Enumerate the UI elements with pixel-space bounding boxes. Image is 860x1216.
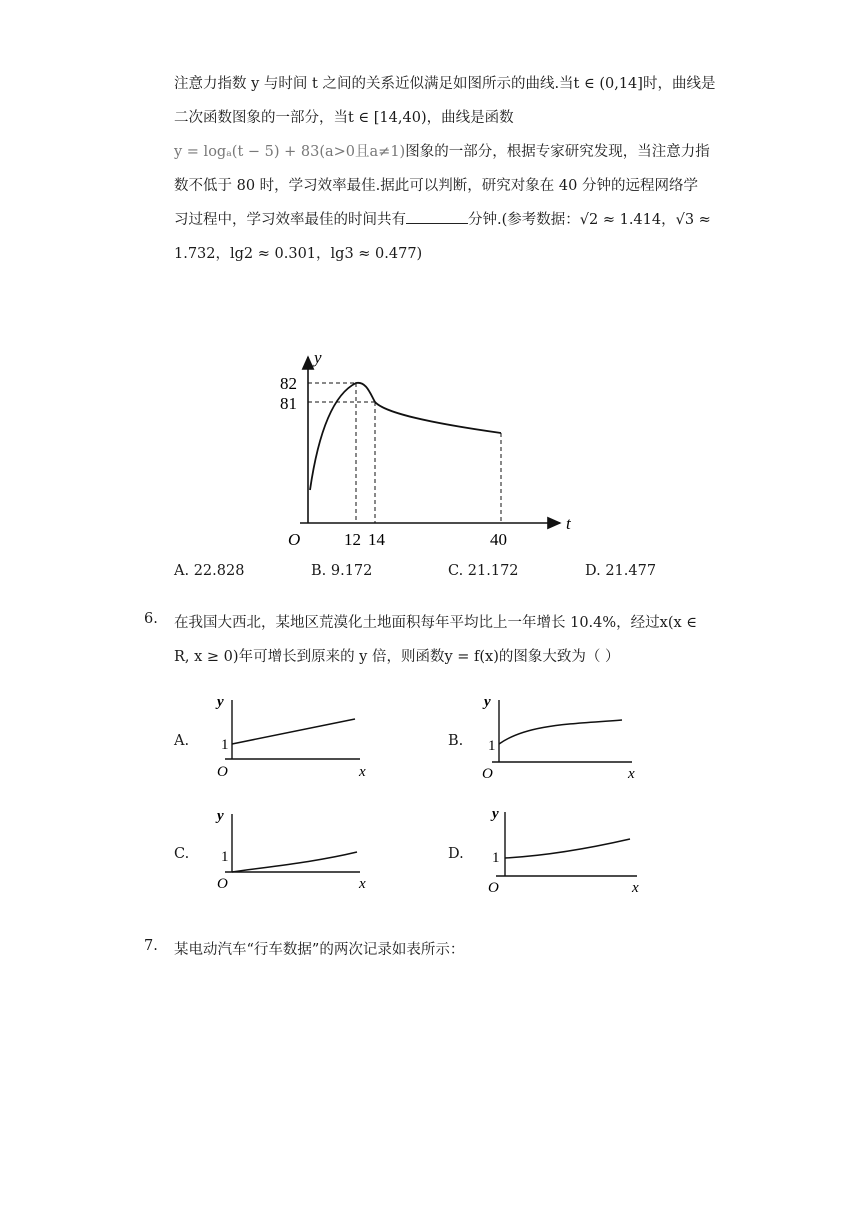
attention-curve (310, 383, 501, 490)
q5-line-1: 注意力指数 y 与时间 t 之间的关系近似满足如图所示的曲线.当t ∈ (0,14]时，曲线是 (174, 76, 716, 92)
svg-text:O: O (482, 766, 493, 782)
q7-line-1: 某电动汽车“行车数据”的两次记录如表所示： (174, 942, 465, 958)
q5-line-5b: 分钟.(参考数据：√2 ≈ 1.414，√3 ≈ (468, 212, 711, 228)
svg-text:1: 1 (492, 850, 500, 866)
q6-number: 6. (144, 611, 158, 627)
q6-option-a-label[interactable]: A. (174, 733, 190, 749)
t-label: t (566, 514, 571, 533)
origin-label: O (288, 530, 301, 549)
q5-line-6: 1.732，lg2 ≈ 0.301，lg3 ≈ 0.477) (174, 246, 423, 262)
tick-40: 40 (490, 530, 507, 549)
svg-text:O: O (217, 764, 228, 780)
svg-text:1: 1 (221, 737, 229, 753)
q5-option-c[interactable]: C. 21.172 (448, 563, 519, 579)
curve-b (499, 720, 622, 744)
q5-line-3-text: 图象的一部分，根据专家研究发现，当注意力指 (405, 144, 710, 160)
answer-blank (406, 209, 468, 224)
q7-number: 7. (144, 938, 158, 954)
q5-log-formula: y = logₐ(t − 5) + 83(a>0且a≠1) (174, 144, 406, 160)
q5-line-5 (174, 208, 711, 229)
q6-line-2: R, x ≥ 0)年可增长到原来的 y 倍，则函数y = f(x)的图象大致为（ ） (174, 649, 620, 665)
attention-index-graph (270, 345, 590, 555)
q5-line-3 (174, 140, 710, 161)
q6-graph-a[interactable] (205, 692, 375, 782)
q5-option-d[interactable]: D. 21.477 (585, 563, 657, 579)
svg-text:1: 1 (221, 849, 229, 865)
svg-text:x: x (359, 764, 366, 780)
svg-text:O: O (217, 876, 228, 892)
tick-14: 14 (368, 530, 385, 549)
curve-c (232, 852, 357, 872)
q5-line-2: 二次函数图象的一部分，当t ∈ [14,40)，曲线是函数 (174, 110, 514, 126)
svg-text:x: x (628, 766, 635, 782)
q6-option-c-label[interactable]: C. (174, 846, 190, 862)
curve-a (232, 719, 355, 744)
curve-d (505, 839, 630, 858)
q5-option-b[interactable]: B. 9.172 (311, 563, 373, 579)
svg-text:1: 1 (488, 738, 496, 754)
q6-graph-b[interactable] (472, 692, 642, 782)
q6-option-b-label[interactable]: B. (448, 733, 464, 749)
q6-line-1: 在我国大西北，某地区荒漠化土地面积每年平均比上一年增长 10.4%，经过x(x ∈ (174, 615, 698, 631)
svg-text:O: O (488, 880, 499, 894)
svg-text:y: y (484, 694, 491, 710)
q5-line-4: 数不低于 80 时，学习效率最佳.据此可以判断，研究对象在 40 分钟的远程网络学 (174, 178, 698, 194)
q5-line-5a: 习过程中，学习效率最佳的时间共有 (174, 212, 406, 228)
tick-12: 12 (344, 530, 361, 549)
svg-text:y: y (492, 806, 499, 822)
svg-text:x: x (359, 876, 366, 892)
tick-81: 81 (280, 394, 297, 413)
svg-text:y: y (217, 808, 224, 824)
svg-text:x: x (632, 880, 639, 894)
q6-graph-d[interactable] (472, 804, 647, 894)
q5-option-a[interactable]: A. 22.828 (174, 563, 245, 579)
y-label: y (314, 348, 322, 367)
svg-text:y: y (217, 694, 224, 710)
q6-option-d-label[interactable]: D. (448, 846, 464, 862)
tick-82: 82 (280, 374, 297, 393)
q6-graph-c[interactable] (205, 804, 375, 894)
